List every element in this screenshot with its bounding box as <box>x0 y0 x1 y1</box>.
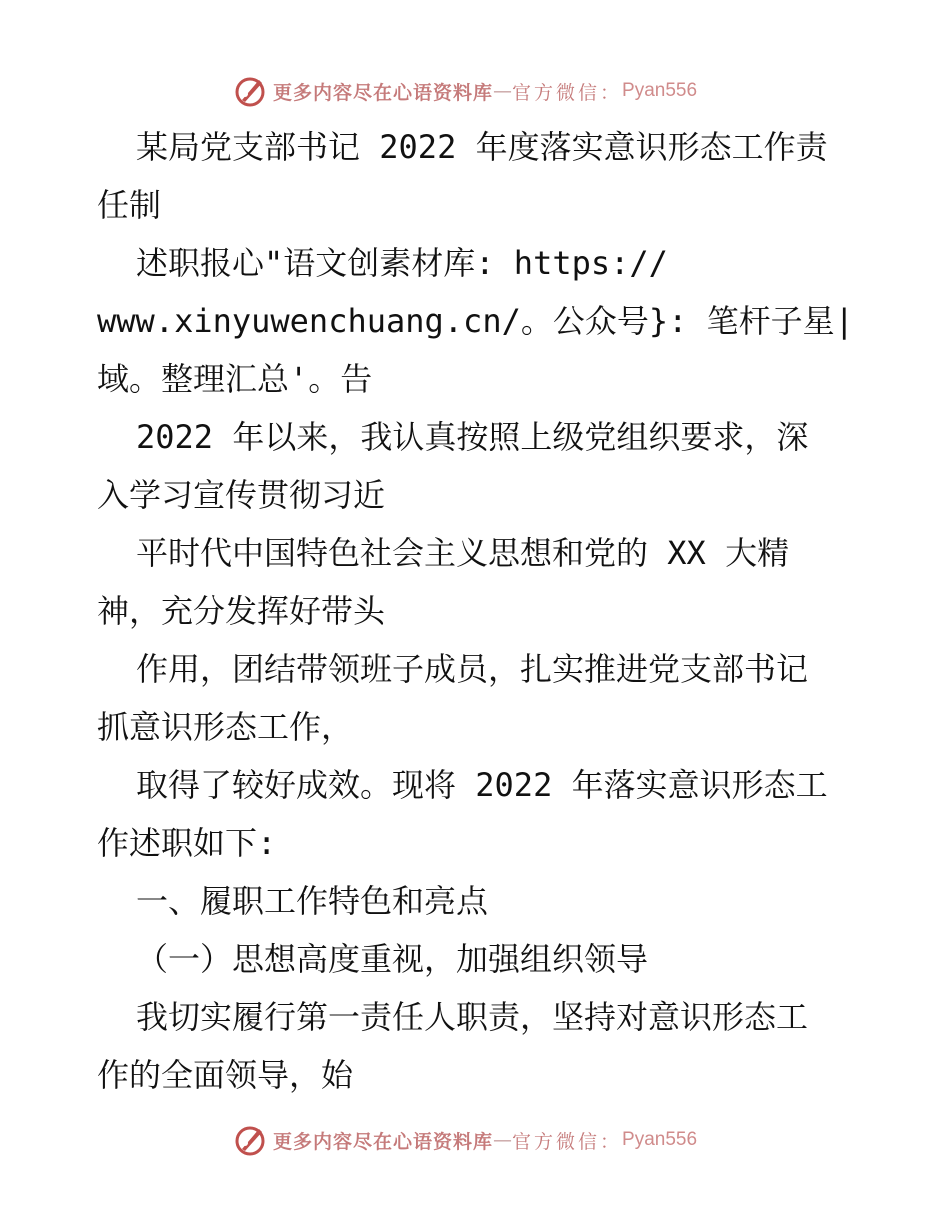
watermark-label: 官方微信： <box>512 1130 623 1153</box>
document-body <box>97 118 857 1104</box>
title-line-1: 某局党支部书记 2022 年度落实意识形态工作责 <box>136 128 828 166</box>
subsection-heading: （一）思想高度重视，加强组织领导 <box>136 940 649 978</box>
pen-logo-icon <box>233 1123 267 1157</box>
watermark-main-text: 更多内容尽在心语资料库 <box>273 81 494 104</box>
text-line: 神，充分发挥好带头 <box>97 592 386 630</box>
header-watermark <box>233 74 697 108</box>
footer-watermark <box>233 1123 697 1157</box>
watermark-main-text: 更多内容尽在心语资料库 <box>273 1130 494 1153</box>
watermark-separator: — <box>493 80 513 102</box>
text-line: 述职报心"语文创素材库: https:// <box>136 244 668 282</box>
text-line: 2022 年以来，我认真按照上级党组织要求，深 <box>136 418 809 456</box>
text-line: 作述职如下: <box>97 824 277 862</box>
text-line: 入学习宣传贯彻习近 <box>97 476 386 514</box>
text-line: 抓意识形态工作， <box>97 708 354 746</box>
text-line: 作用，团结带领班子成员，扎实推进党支部书记 <box>136 650 809 688</box>
text-line: 作的全面领导，始 <box>97 1056 354 1094</box>
text-line: 平时代中国特色社会主义思想和党的 XX 大精 <box>136 534 790 572</box>
watermark-separator: — <box>493 1129 513 1151</box>
watermark-label: 官方微信： <box>512 81 623 104</box>
title-line-2: 任制 <box>97 186 162 224</box>
section-heading: 一、履职工作特色和亮点 <box>136 882 489 920</box>
text-line: 取得了较好成效。现将 2022 年落实意识形态工 <box>136 766 828 804</box>
text-line: 域。整理汇总'。告 <box>97 360 373 398</box>
text-line: 我切实履行第一责任人职责，坚持对意识形态工 <box>136 998 809 1036</box>
watermark-wechat-id: Pyan556 <box>622 1129 698 1150</box>
watermark-wechat-id: Pyan556 <box>622 80 698 101</box>
text-line: www.xinyuwenchuang.cn/。公众号}: 笔杆子星| <box>97 302 854 340</box>
pen-logo-icon <box>233 74 267 108</box>
